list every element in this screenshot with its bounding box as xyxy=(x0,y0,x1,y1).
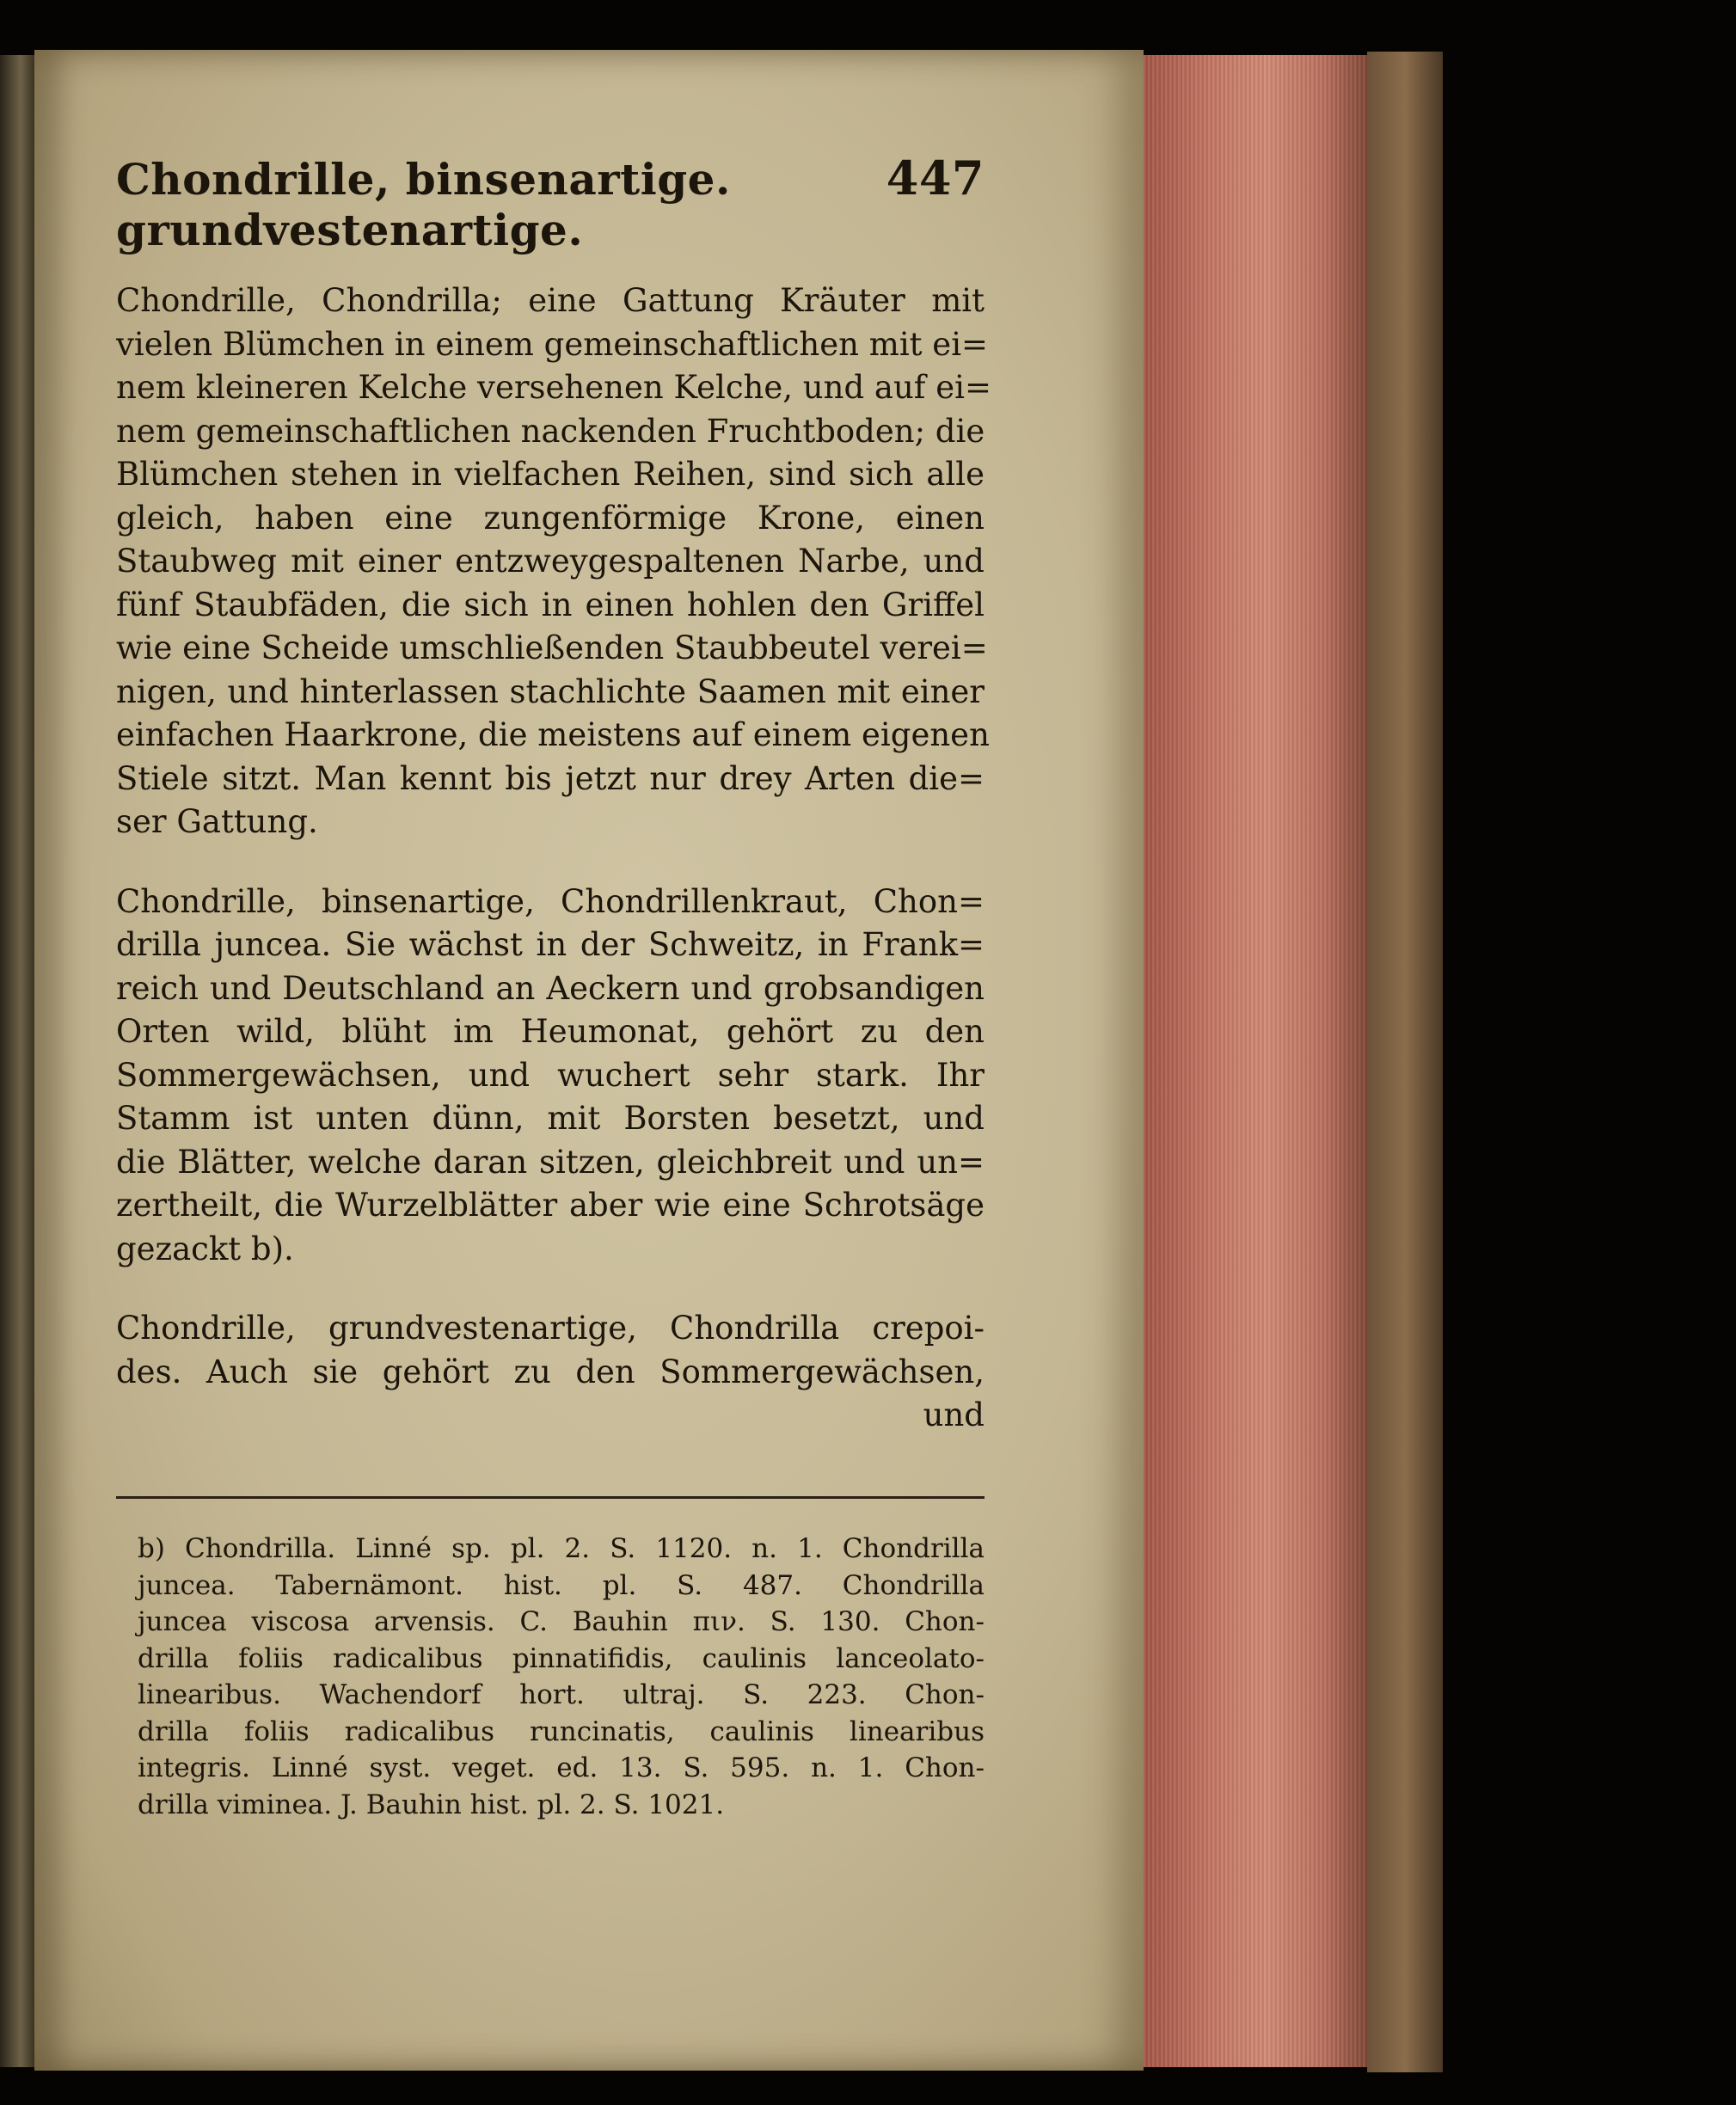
text-line: gleich, haben eine zungenförmige Krone, einen xyxy=(116,499,985,537)
text-line: Stiele sitzt. Man kennt bis jetzt nur drey Arten die= xyxy=(116,759,985,797)
text-line: des. Auch sie gehört zu den Sommergewächsen, xyxy=(116,1353,985,1390)
text-line: nem kleineren Kelche versehenen Kelche, und auf ei= xyxy=(116,369,991,406)
text-line: Staubweg mit einer entzweygespaltenen Narbe, und xyxy=(116,543,985,580)
paragraph-chondrille xyxy=(116,279,991,844)
text-line: Chondrille, Chondrilla; eine Gattung Kräuter mit xyxy=(116,282,985,319)
footnote-line: drilla foliis radicalibus runcinatis, caulinis linearibus xyxy=(138,1715,985,1747)
text-line: Chondrille, grundvestenartige, Chondrilla crepoi- xyxy=(116,1310,985,1347)
footnote-line: linearibus. Wachendorf hort. ultraj. S. 223. Chon- xyxy=(138,1679,985,1710)
footnote-rule xyxy=(116,1496,985,1499)
footnote xyxy=(138,1531,985,1823)
text-line: Sommergewächsen, und wuchert sehr stark. Ihr xyxy=(116,1056,985,1094)
text-line: die Blätter, welche daran sitzen, gleichbreit und un= xyxy=(116,1143,985,1181)
footnote-line: b) Chondrilla. Linné sp. pl. 2. S. 1120. n. 1. Chondrilla xyxy=(138,1533,985,1564)
running-header xyxy=(116,150,985,255)
footnote-line: drilla viminea. J. Bauhin hist. pl. 2. S. 1021. xyxy=(138,1789,725,1820)
text-line: fünf Staubfäden, die sich in einen hohlen den Griffel xyxy=(116,586,985,623)
text-line: Orten wild, blüht im Heumonat, gehört zu den xyxy=(116,1013,985,1050)
text-line: Chondrille, binsenartige, Chondrillenkraut, Chon= xyxy=(116,882,985,920)
paragraph-binsenartige xyxy=(116,881,985,1272)
text-line: wie eine Scheide umschließenden Staubbeutel verei= xyxy=(116,629,988,666)
text-line: reich und Deutschland an Aeckern und grobsandigen xyxy=(116,969,985,1007)
footnote-line: juncea viscosa arvensis. C. Bauhin πιν. S. 130. Chon- xyxy=(138,1606,985,1637)
text-line: nem gemeinschaftlichen nackenden Fruchtboden; die xyxy=(116,412,985,450)
catchword: und xyxy=(923,1396,985,1433)
paragraph-grundvestenartige xyxy=(116,1307,985,1438)
running-title: Chondrille, binsenartige. grundvestenartige. xyxy=(116,154,731,255)
footnote-line: integris. Linné syst. veget. ed. 13. S. 595. n. 1. Chon- xyxy=(138,1752,985,1783)
text-line: drilla juncea. Sie wächst in der Schweitz, in Frank= xyxy=(116,926,985,963)
footnote-line: juncea. Tabernämont. hist. pl. S. 487. Chondrilla xyxy=(138,1569,985,1601)
text-line: Blümchen stehen in vielfachen Reihen, sind sich alle xyxy=(116,456,985,493)
text-line: nigen, und hinterlassen stachlichte Saamen mit einer xyxy=(116,672,985,710)
page-text xyxy=(116,150,991,1474)
text-line: Stamm ist unten dünn, mit Borsten besetzt, und xyxy=(116,1100,985,1137)
page-number: 447 xyxy=(886,150,985,206)
text-line: gezackt b). xyxy=(116,1230,294,1267)
page-edges xyxy=(1144,55,1367,2067)
facing-page-edge xyxy=(0,55,34,2067)
book-cover xyxy=(1367,52,1443,2072)
text-line: zertheilt, die Wurzelblätter aber wie eine Schrotsäge xyxy=(116,1187,985,1224)
text-line: einfachen Haarkrone, die meistens auf einem eigenen xyxy=(116,716,990,753)
text-line: vielen Blümchen in einem gemeinschaftlichen mit ei= xyxy=(116,325,989,363)
text-line: ser Gattung. xyxy=(116,803,318,840)
footnote-line: drilla foliis radicalibus pinnatifidis, caulinis lanceolato- xyxy=(138,1642,985,1674)
